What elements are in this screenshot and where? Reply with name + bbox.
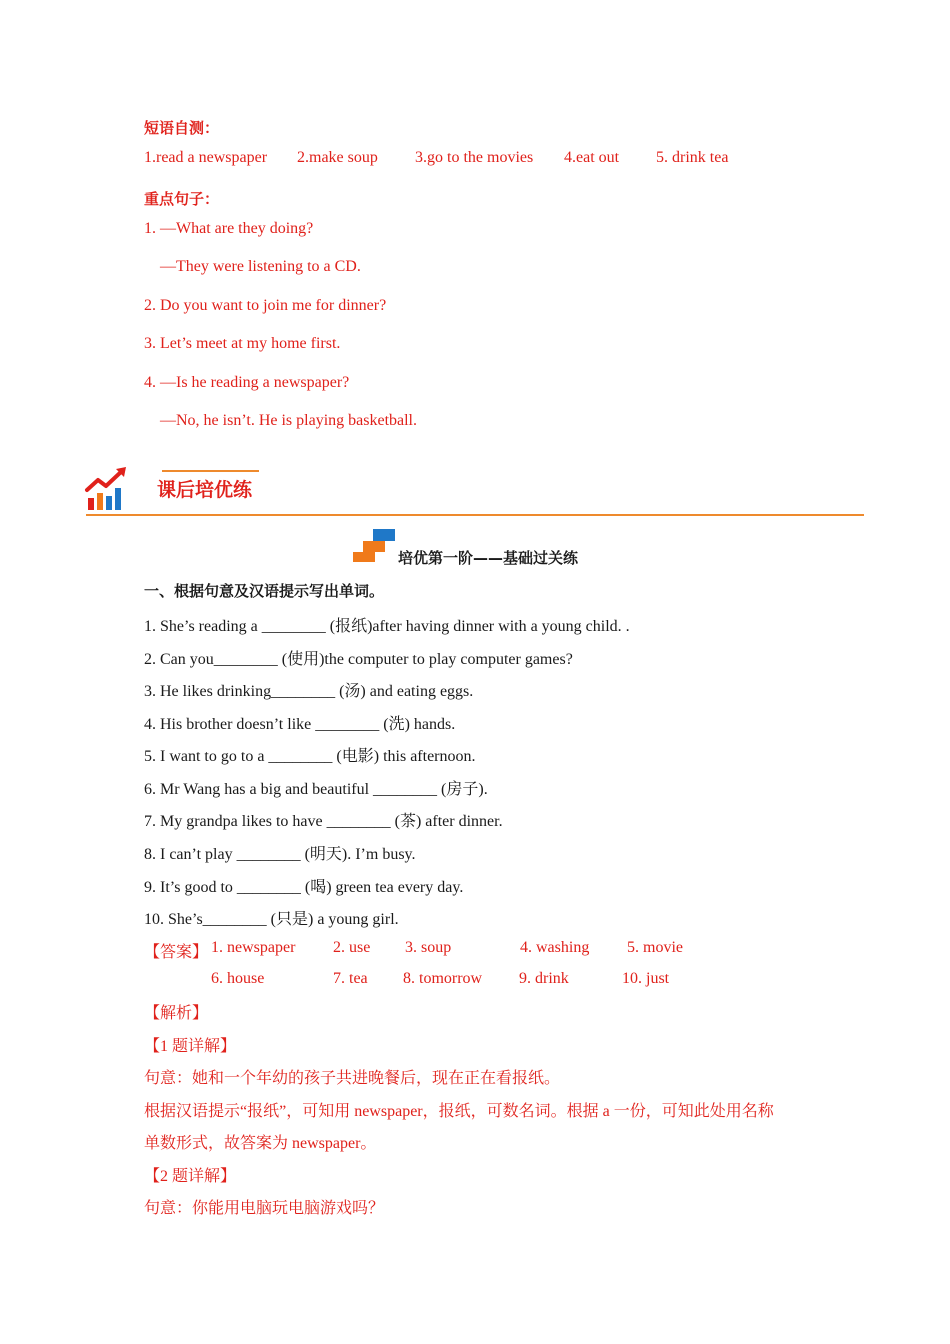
answer-item: 7. tea <box>333 970 368 987</box>
analysis-label: 【解析】 <box>144 1005 209 1022</box>
sentence-line: —No, he isn’t. He is playing basketball. <box>160 412 417 429</box>
phrase-5: 5. drink tea <box>656 149 729 166</box>
sentence-line: 2. Do you want to join me for dinner? <box>144 297 387 314</box>
sentence-line: 4. —Is he reading a newspaper? <box>144 374 350 391</box>
answer-item: 10. just <box>622 970 670 987</box>
sentence-line: —They were listening to a CD. <box>160 258 361 275</box>
sentence-heading: 重点句子： <box>144 190 220 208</box>
answer-item: 5. movie <box>627 939 683 956</box>
banner-title: 课后培优练 <box>157 479 253 501</box>
q1-meaning: 句意：她和一个年幼的孩子共进晚餐后，现在正在看报纸。 <box>144 1070 561 1087</box>
question-8: 8. I can’t play ________ (明天). I’m busy. <box>144 846 416 863</box>
question-9: 9. It’s good to ________ (喝) green tea every day. <box>144 879 464 896</box>
question-4: 4. His brother doesn’t like ________ (洗) hands. <box>144 716 456 733</box>
question-2: 2. Can you________ (使用)the computer to play computer games? <box>144 651 573 668</box>
steps-icon <box>353 528 397 562</box>
answer-item: 3. soup <box>405 939 452 956</box>
q2-detail-label: 【2 题详解】 <box>144 1168 237 1185</box>
question-6: 6. Mr Wang has a big and beautiful ________ (房子). <box>144 781 488 798</box>
level-title: 培优第一阶——基础过关练 <box>398 549 579 567</box>
question-10: 10. She’s________ (只是) a young girl. <box>144 911 399 928</box>
answer-item: 4. washing <box>520 939 590 956</box>
answer-item: 6. house <box>211 970 265 987</box>
answer-item: 2. use <box>333 939 371 956</box>
banner-accent-line <box>162 470 259 472</box>
sentence-line: 1. —What are they doing? <box>144 220 314 237</box>
answer-item: 1. newspaper <box>211 939 296 956</box>
answer-label: 【答案】 <box>144 944 209 961</box>
question-5: 5. I want to go to a ________ (电影) this afternoon. <box>144 748 476 765</box>
q1-explain-line-1: 根据汉语提示“报纸”，可知用 newspaper，报纸，可数名词。根据 a 一份，可知此处用名称 <box>144 1103 774 1120</box>
question-1: 1. She’s reading a ________ (报纸)after having dinner with a young child. . <box>144 618 630 635</box>
answer-item: 8. tomorrow <box>403 970 483 987</box>
q1-explain-line-2: 单数形式，故答案为 newspaper。 <box>144 1135 377 1152</box>
phrase-2: 2.make soup <box>297 149 378 166</box>
q1-detail-label: 【1 题详解】 <box>144 1038 237 1055</box>
phrase-heading: 短语自测： <box>144 119 220 137</box>
sentence-line: 3. Let’s meet at my home first. <box>144 335 341 352</box>
question-7: 7. My grandpa likes to have ________ (茶) after dinner. <box>144 813 503 830</box>
answer-item: 9. drink <box>519 970 569 987</box>
exercise-heading: 一、根据句意及汉语提示写出单词。 <box>144 582 385 600</box>
banner-divider <box>86 514 864 516</box>
growth-chart-icon <box>84 466 130 512</box>
phrase-1: 1.read a newspaper <box>144 149 268 166</box>
question-3: 3. He likes drinking________ (汤) and eating eggs. <box>144 683 474 700</box>
phrase-3: 3.go to the movies <box>415 149 534 166</box>
phrase-4: 4.eat out <box>564 149 620 166</box>
q2-meaning: 句意：你能用电脑玩电脑游戏吗？ <box>144 1200 385 1217</box>
